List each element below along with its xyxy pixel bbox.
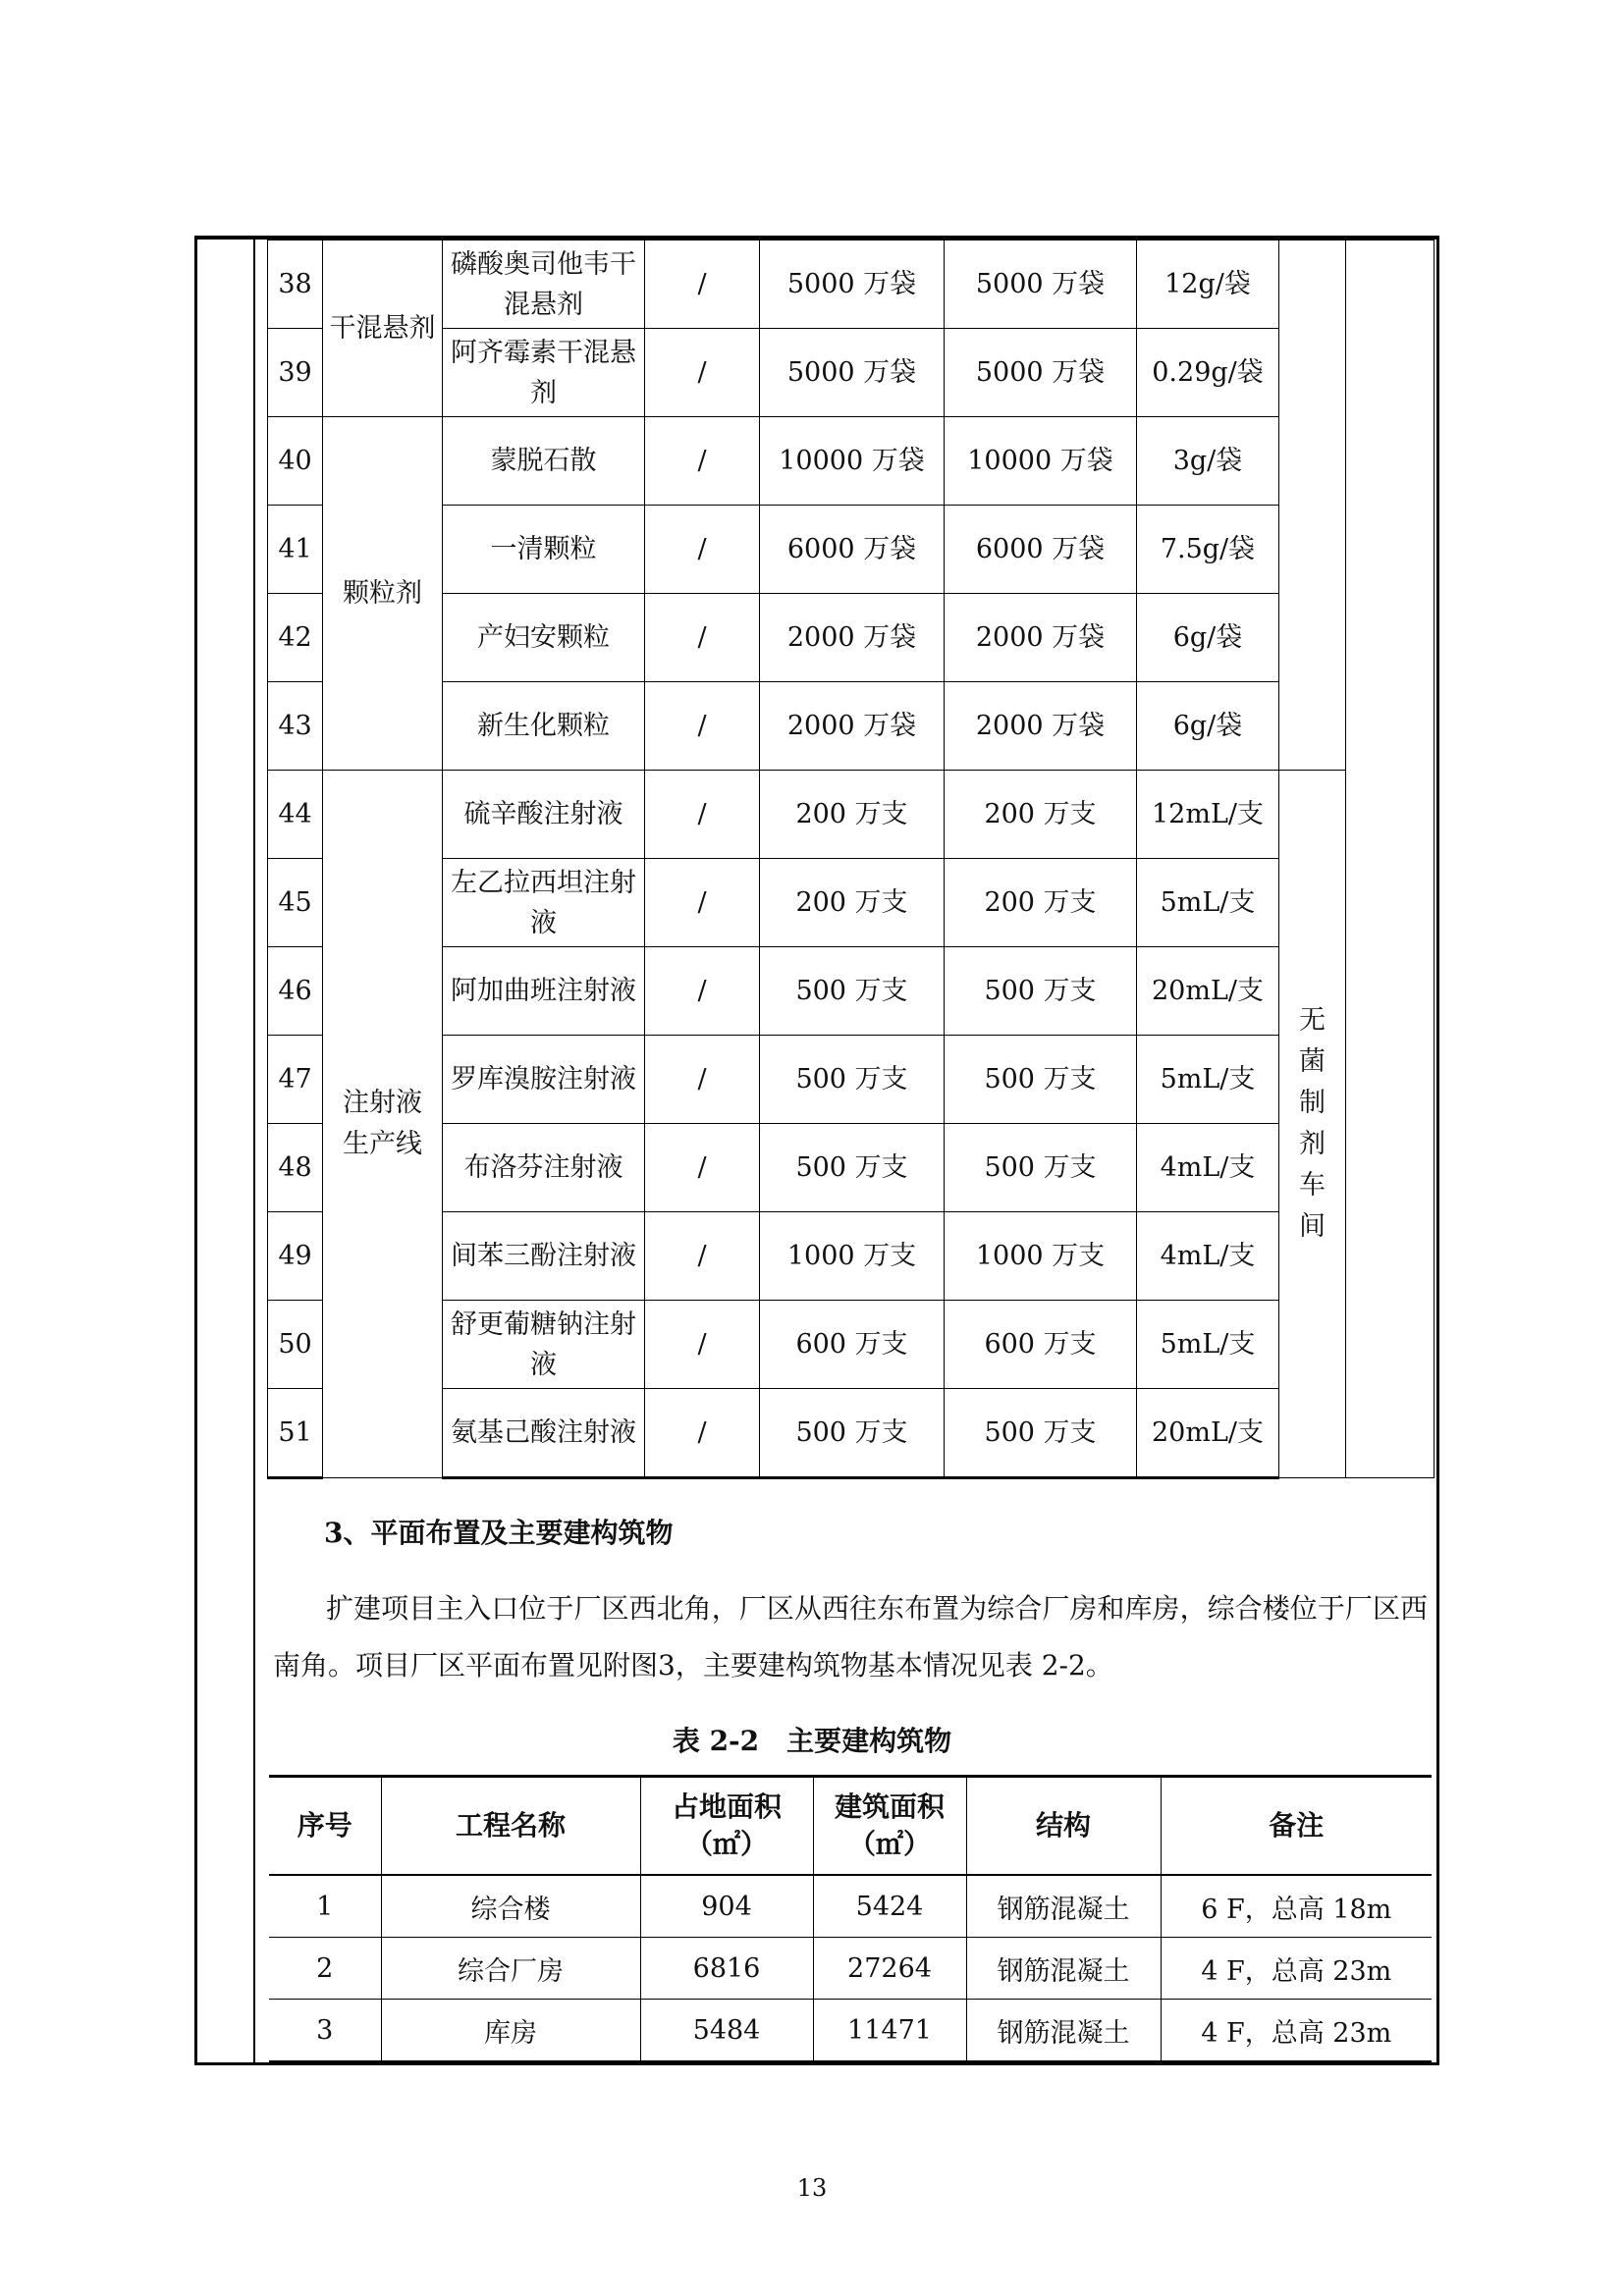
dash-cell: / <box>645 417 760 506</box>
cell-name: 库房 <box>381 2000 640 2062</box>
spec-cell: 0.29g/袋 <box>1137 329 1279 417</box>
cell-land-area: 6816 <box>640 1938 813 2000</box>
table-row <box>268 859 1435 947</box>
cell-name: 综合厂房 <box>381 1938 640 2000</box>
capacity-cell: 5000 万袋 <box>760 240 945 329</box>
capacity-cell: 1000 万支 <box>760 1212 945 1301</box>
product-name: 产妇安颗粒 <box>443 594 645 682</box>
capacity-cell: 6000 万袋 <box>760 506 945 594</box>
dash-cell: / <box>645 506 760 594</box>
capacity-cell: 5000 万袋 <box>945 240 1137 329</box>
spec-cell: 12g/袋 <box>1137 240 1279 329</box>
capacity-cell: 500 万支 <box>760 947 945 1036</box>
capacity-cell: 500 万支 <box>760 1389 945 1478</box>
table-header-row <box>269 1777 1432 1876</box>
table-row <box>269 1938 1432 2000</box>
cell-structure: 钢筋混凝土 <box>966 2000 1161 2062</box>
dash-cell: / <box>645 859 760 947</box>
capacity-cell: 200 万支 <box>760 771 945 859</box>
capacity-cell: 10000 万袋 <box>945 417 1137 506</box>
dash-cell: / <box>645 594 760 682</box>
table-row <box>268 417 1435 506</box>
product-name: 磷酸奥司他韦干混悬剂 <box>443 240 645 329</box>
table-caption: 表 2-2 主要建构筑物 <box>672 1725 952 1757</box>
spec-cell: 5mL/支 <box>1137 1036 1279 1124</box>
row-number: 46 <box>268 947 323 1036</box>
row-number: 38 <box>268 240 323 329</box>
capacity-cell: 1000 万支 <box>945 1212 1137 1301</box>
capacity-cell: 200 万支 <box>945 859 1137 947</box>
product-table <box>267 240 1435 1479</box>
header-note: 备注 <box>1161 1777 1432 1876</box>
row-number: 44 <box>268 771 323 859</box>
dash-cell: / <box>645 947 760 1036</box>
capacity-cell: 500 万支 <box>945 1389 1137 1478</box>
product-name: 蒙脱石散 <box>443 417 645 506</box>
capacity-cell: 500 万支 <box>945 1036 1137 1124</box>
dash-cell: / <box>645 329 760 417</box>
row-number: 41 <box>268 506 323 594</box>
body-paragraph: 扩建项目主入口位于厂区西北角，厂区从西往东布置为综合厂房和库房，综合楼位于厂区西南角。项目厂区平面布置见附图3，主要建构筑物基本情况见表 2-2。 <box>273 1592 1428 1682</box>
header-land-area: 占地面积（㎡） <box>640 1777 813 1876</box>
table-row <box>268 240 1435 329</box>
dash-cell: / <box>645 240 760 329</box>
product-name: 新生化颗粒 <box>443 682 645 771</box>
row-number: 48 <box>268 1124 323 1212</box>
row-number: 51 <box>268 1389 323 1478</box>
capacity-cell: 2000 万袋 <box>760 682 945 771</box>
blank-column <box>1346 240 1435 1478</box>
row-number: 45 <box>268 859 323 947</box>
product-name: 一清颗粒 <box>443 506 645 594</box>
table-row <box>268 1124 1435 1212</box>
dash-cell: / <box>645 682 760 771</box>
group-injection-line: 注射液生产线 <box>323 771 443 1478</box>
spec-cell: 6g/袋 <box>1137 682 1279 771</box>
table-row <box>268 506 1435 594</box>
spec-cell: 4mL/支 <box>1137 1212 1279 1301</box>
cell-floor-area: 5424 <box>813 1875 966 1938</box>
capacity-cell: 2000 万袋 <box>945 594 1137 682</box>
capacity-cell: 500 万支 <box>760 1036 945 1124</box>
header-name: 工程名称 <box>381 1777 640 1876</box>
product-name: 氨基己酸注射液 <box>443 1389 645 1478</box>
header-structure: 结构 <box>966 1777 1161 1876</box>
table-row <box>268 947 1435 1036</box>
page-number: 13 <box>796 2174 828 2202</box>
cell-note: 4 F，总高 23m <box>1161 2000 1432 2062</box>
product-name: 罗库溴胺注射液 <box>443 1036 645 1124</box>
capacity-cell: 10000 万袋 <box>760 417 945 506</box>
header-floor-area: 建筑面积（㎡） <box>813 1777 966 1876</box>
cell-land-area: 904 <box>640 1875 813 1938</box>
capacity-cell: 6000 万袋 <box>945 506 1137 594</box>
capacity-cell: 2000 万袋 <box>760 594 945 682</box>
table-row <box>268 1389 1435 1478</box>
buildings-table <box>269 1775 1432 2063</box>
dash-cell: / <box>645 1124 760 1212</box>
cell-name: 综合楼 <box>381 1875 640 1938</box>
spec-cell: 7.5g/袋 <box>1137 506 1279 594</box>
capacity-cell: 500 万支 <box>945 947 1137 1036</box>
spec-cell: 5mL/支 <box>1137 859 1279 947</box>
row-number: 49 <box>268 1212 323 1301</box>
product-name: 阿加曲班注射液 <box>443 947 645 1036</box>
row-number: 39 <box>268 329 323 417</box>
table-row <box>268 1036 1435 1124</box>
spec-cell: 4mL/支 <box>1137 1124 1279 1212</box>
header-no: 序号 <box>269 1777 381 1876</box>
spec-cell: 6g/袋 <box>1137 594 1279 682</box>
table-row <box>269 2000 1432 2062</box>
product-name: 阿齐霉素干混悬剂 <box>443 329 645 417</box>
cell-no: 2 <box>269 1938 381 2000</box>
left-column-divider <box>253 236 255 2065</box>
capacity-cell: 600 万支 <box>760 1301 945 1389</box>
spec-cell: 5mL/支 <box>1137 1301 1279 1389</box>
group-workshop <box>1279 771 1346 1478</box>
product-name: 间苯三酚注射液 <box>443 1212 645 1301</box>
workshop-label: 无菌制剂车间 <box>1299 1005 1326 1242</box>
dash-cell: / <box>645 1036 760 1124</box>
capacity-cell: 500 万支 <box>760 1124 945 1212</box>
table-row <box>268 771 1435 859</box>
capacity-cell: 500 万支 <box>945 1124 1137 1212</box>
capacity-cell: 2000 万袋 <box>945 682 1137 771</box>
cell-land-area: 5484 <box>640 2000 813 2062</box>
dash-cell: / <box>645 1212 760 1301</box>
dash-cell: / <box>645 1301 760 1389</box>
group-granules: 颗粒剂 <box>323 417 443 771</box>
row-number: 43 <box>268 682 323 771</box>
spec-cell: 3g/袋 <box>1137 417 1279 506</box>
section-heading: 3、平面布置及主要建构筑物 <box>324 1517 674 1549</box>
cell-floor-area: 11471 <box>813 2000 966 2062</box>
table-row <box>268 1212 1435 1301</box>
table-row <box>268 329 1435 417</box>
row-number: 47 <box>268 1036 323 1124</box>
product-name: 左乙拉西坦注射液 <box>443 859 645 947</box>
table-row <box>268 1301 1435 1389</box>
cell-structure: 钢筋混凝土 <box>966 1938 1161 2000</box>
table-row <box>268 594 1435 682</box>
dash-cell: / <box>645 1389 760 1478</box>
dash-cell: / <box>645 771 760 859</box>
cell-structure: 钢筋混凝土 <box>966 1875 1161 1938</box>
capacity-cell: 5000 万袋 <box>945 329 1137 417</box>
workshop-cell-empty <box>1279 240 1346 771</box>
row-number: 40 <box>268 417 323 506</box>
cell-no: 1 <box>269 1875 381 1938</box>
product-name: 硫辛酸注射液 <box>443 771 645 859</box>
cell-note: 6 F，总高 18m <box>1161 1875 1432 1938</box>
cell-floor-area: 27264 <box>813 1938 966 2000</box>
capacity-cell: 5000 万袋 <box>760 329 945 417</box>
group-dry-suspension: 干混悬剂 <box>323 240 443 417</box>
table-row <box>268 682 1435 771</box>
product-name: 布洛芬注射液 <box>443 1124 645 1212</box>
capacity-cell: 600 万支 <box>945 1301 1137 1389</box>
cell-no: 3 <box>269 2000 381 2062</box>
row-number: 42 <box>268 594 323 682</box>
product-name: 舒更葡糖钠注射液 <box>443 1301 645 1389</box>
row-number: 50 <box>268 1301 323 1389</box>
spec-cell: 20mL/支 <box>1137 1389 1279 1478</box>
cell-note: 4 F，总高 23m <box>1161 1938 1432 2000</box>
table-row <box>269 1875 1432 1938</box>
capacity-cell: 200 万支 <box>945 771 1137 859</box>
spec-cell: 12mL/支 <box>1137 771 1279 859</box>
spec-cell: 20mL/支 <box>1137 947 1279 1036</box>
capacity-cell: 200 万支 <box>760 859 945 947</box>
